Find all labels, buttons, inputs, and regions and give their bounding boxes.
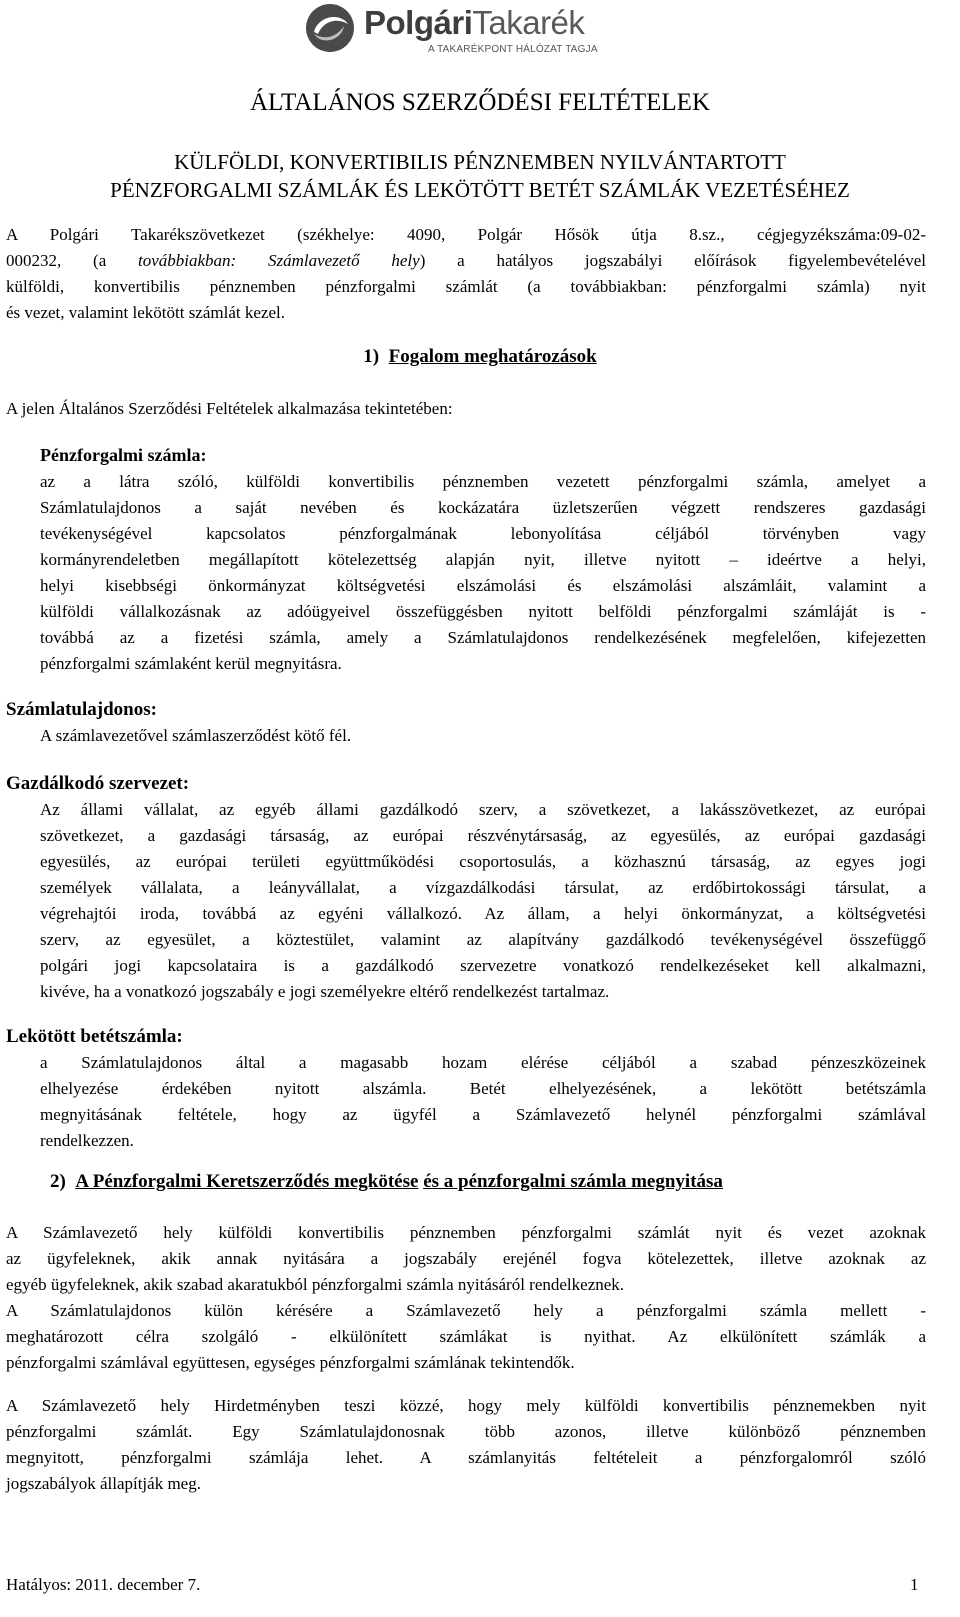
term-szamlatulajdonos-definition: A számlavezetővel számlaszerződést kötő fél. (40, 726, 352, 745)
section-2-paragraph-3: A Számlavezető hely Hirdetményben teszi közzé, hogy mely külföldi konvertibilis pénznemekben nyit pénzforgalmi számlát. Egy Számlatulajdonosnak több azonos, illetve különböző pénznemben megnyitott, pénzforgalmi számlája lehet. A számlanyitás feltételeit a pénzforgalomról szóló jogszabályok állapítják meg. (6, 1396, 926, 1493)
polgari-takarek-logo (304, 0, 604, 62)
document-title: ÁLTALÁNOS SZERZŐDÉSI FELTÉTELEK (249, 89, 711, 116)
logo-tagline: A TAKARÉKPONT HÁLÓZAT TAGJA (428, 44, 598, 55)
intro-line: 000232, (a továbbiakban: Számlavezető hely) a hatályos jogszabályi előírások figyelembevételével (6, 251, 926, 270)
footer-page-number: 1 (910, 1575, 919, 1594)
logo-wordmark: PolgáriTakarék (364, 4, 585, 41)
intro-italic: továbbiakban: Számlavezető hely (138, 251, 420, 270)
section-2-paragraph-2: A Számlatulajdonos külön kérésére a Számlavezető hely a pénzforgalmi számla mellett - meghatározott célra szolgáló - elkülönített számlákat is nyithat. Az elkülönített számlák a pénzforgalmi számlával együttesen, egységes pénzforgalmi számlának tekintendők. (6, 1301, 926, 1372)
term-lekotott-definition: a Számlatulajdonos által a magasabb hozam elérése céljából a szabad pénzeszközeinek elhelyezése érdekében nyitott alszámla. Betét elhelyezésének, a lekötött betétszámla megnyitásának feltétele, hogy az ügyfél a Számlavezető helynél pénzforgalmi számlával rendelkezzen. (40, 1053, 926, 1150)
footer-effective-date: Hatályos: 2011. december 7. (6, 1575, 201, 1594)
section-2-title-a: A Pénzforgalmi Keretszerződés megkötése (75, 1171, 419, 1192)
logo-swirl-icon (304, 2, 356, 54)
section-2-paragraph-1: A Számlavezető hely külföldi konvertibilis pénznemben pénzforgalmi számlát nyit és vezet azoknak az ügyfeleknek, akik annak nyitására a jogszabály erejénél fogva kötelezettek, illetve azoknak az egyéb ügyfeleknek, akik szabad akaratukból pénzforgalmi számla nyitásáról rendelkeznek. (6, 1223, 926, 1294)
term-szamlatulajdonos-label: Számlatulajdonos: (6, 699, 157, 720)
term-lekotott-label: Lekötött betétszámla: (6, 1026, 183, 1047)
term-gazdalkodo-label: Gazdálkodó szervezet: (6, 773, 190, 794)
section-1-heading: 1) Fogalom meghatározások (363, 346, 597, 367)
section-1-lead: A jelen Általános Szerződési Feltételek alkalmazása tekintetében: (6, 399, 453, 418)
intro-line: és vezet, valamint lekötött számlát kezel. (6, 303, 285, 322)
term-penzforgalmi-definition: az a látra szóló, külföldi konvertibilis pénznemben vezetett pénzforgalmi számla, amelyet a Számlatulajdonos a saját nevében és kockázatára üzletszerűen végzett rendszeres gazdasági tevékenységével kapcsolatos pénzforgalmának lebonyolítása céljából törvényben vagy kormányrendeletben megállapított kötelezettség alapján nyit, illetve nyitott – ideértve a helyi, helyi kisebbségi önkormányzat költségvetési elszámolási és elszámolási alszámláit, valamint a külföldi vállalkozásnak az adóügyeivel összefüggésben nyitott belföldi pénzforgalmi számláját is - továbbá az a fizetési számla, amely a Számlatulajdonos rendelkezésének megfelelően, kifejezetten pénzforgalmi számlaként kerül megnyitásra. (40, 472, 926, 673)
term-penzforgalmi-label: Pénzforgalmi számla: (40, 445, 207, 465)
term-gazdalkodo-definition: Az állami vállalat, az egyéb állami gazdálkodó szerv, a szövetkezet, a lakásszövetkezet, az európai szövetkezet, a gazdasági társaság, az európai részvénytársaság, az egyesülés, az európai gazdasági egyesülés, az európai területi együttműködési csoportosulás, a közhasznú társaság, az egyes jogi személyek vállalata, a leányvállalat, a vízgazdálkodási társulat, az erdőbirtokossági társulat, a végrehajtói iroda, továbbá az egyéni vállalkozó. Az állam, a helyi önkormányzat, a költségvetési szerv, az egyesület, a köztestület, valamint az alapítvány gazdálkodó tevékenységével összefüggő polgári jogi kapcsolataira is a gazdálkodó szervezetre vonatkozó rendelkezéseket kell alkalmazni, kivéve, ha a vonatkozó jogszabály e jogi személyekre eltérő rendelkezést tartalmaz. (40, 800, 926, 1001)
section-2-title-b: és a pénzforgalmi számla megnyitása (423, 1171, 723, 1192)
document-subtitle (0, 148, 960, 204)
intro-paragraph (6, 222, 926, 326)
intro-line: A Polgári Takarékszövetkezet (székhelye: 4090, Polgár Hősök útja 8.sz., cégjegyzékszáma:09-02- (6, 225, 926, 244)
section-2-heading: 2) A Pénzforgalmi Keretszerződés megkötése és a pénzforgalmi számla megnyitása (50, 1171, 723, 1192)
subtitle-line-1: KÜLFÖLDI, KONVERTIBILIS PÉNZNEMBEN NYILVÁNTARTOTT (174, 150, 786, 174)
section-1-title: Fogalom meghatározások (388, 346, 597, 367)
intro-line: külföldi, konvertibilis pénznemben pénzforgalmi számlát (a továbbiakban: pénzforgalmi számla) nyit (6, 277, 926, 296)
subtitle-line-2: PÉNZFORGALMI SZÁMLÁK ÉS LEKÖTÖTT BETÉT SZÁMLÁK VEZETÉSÉHEZ (110, 178, 850, 202)
